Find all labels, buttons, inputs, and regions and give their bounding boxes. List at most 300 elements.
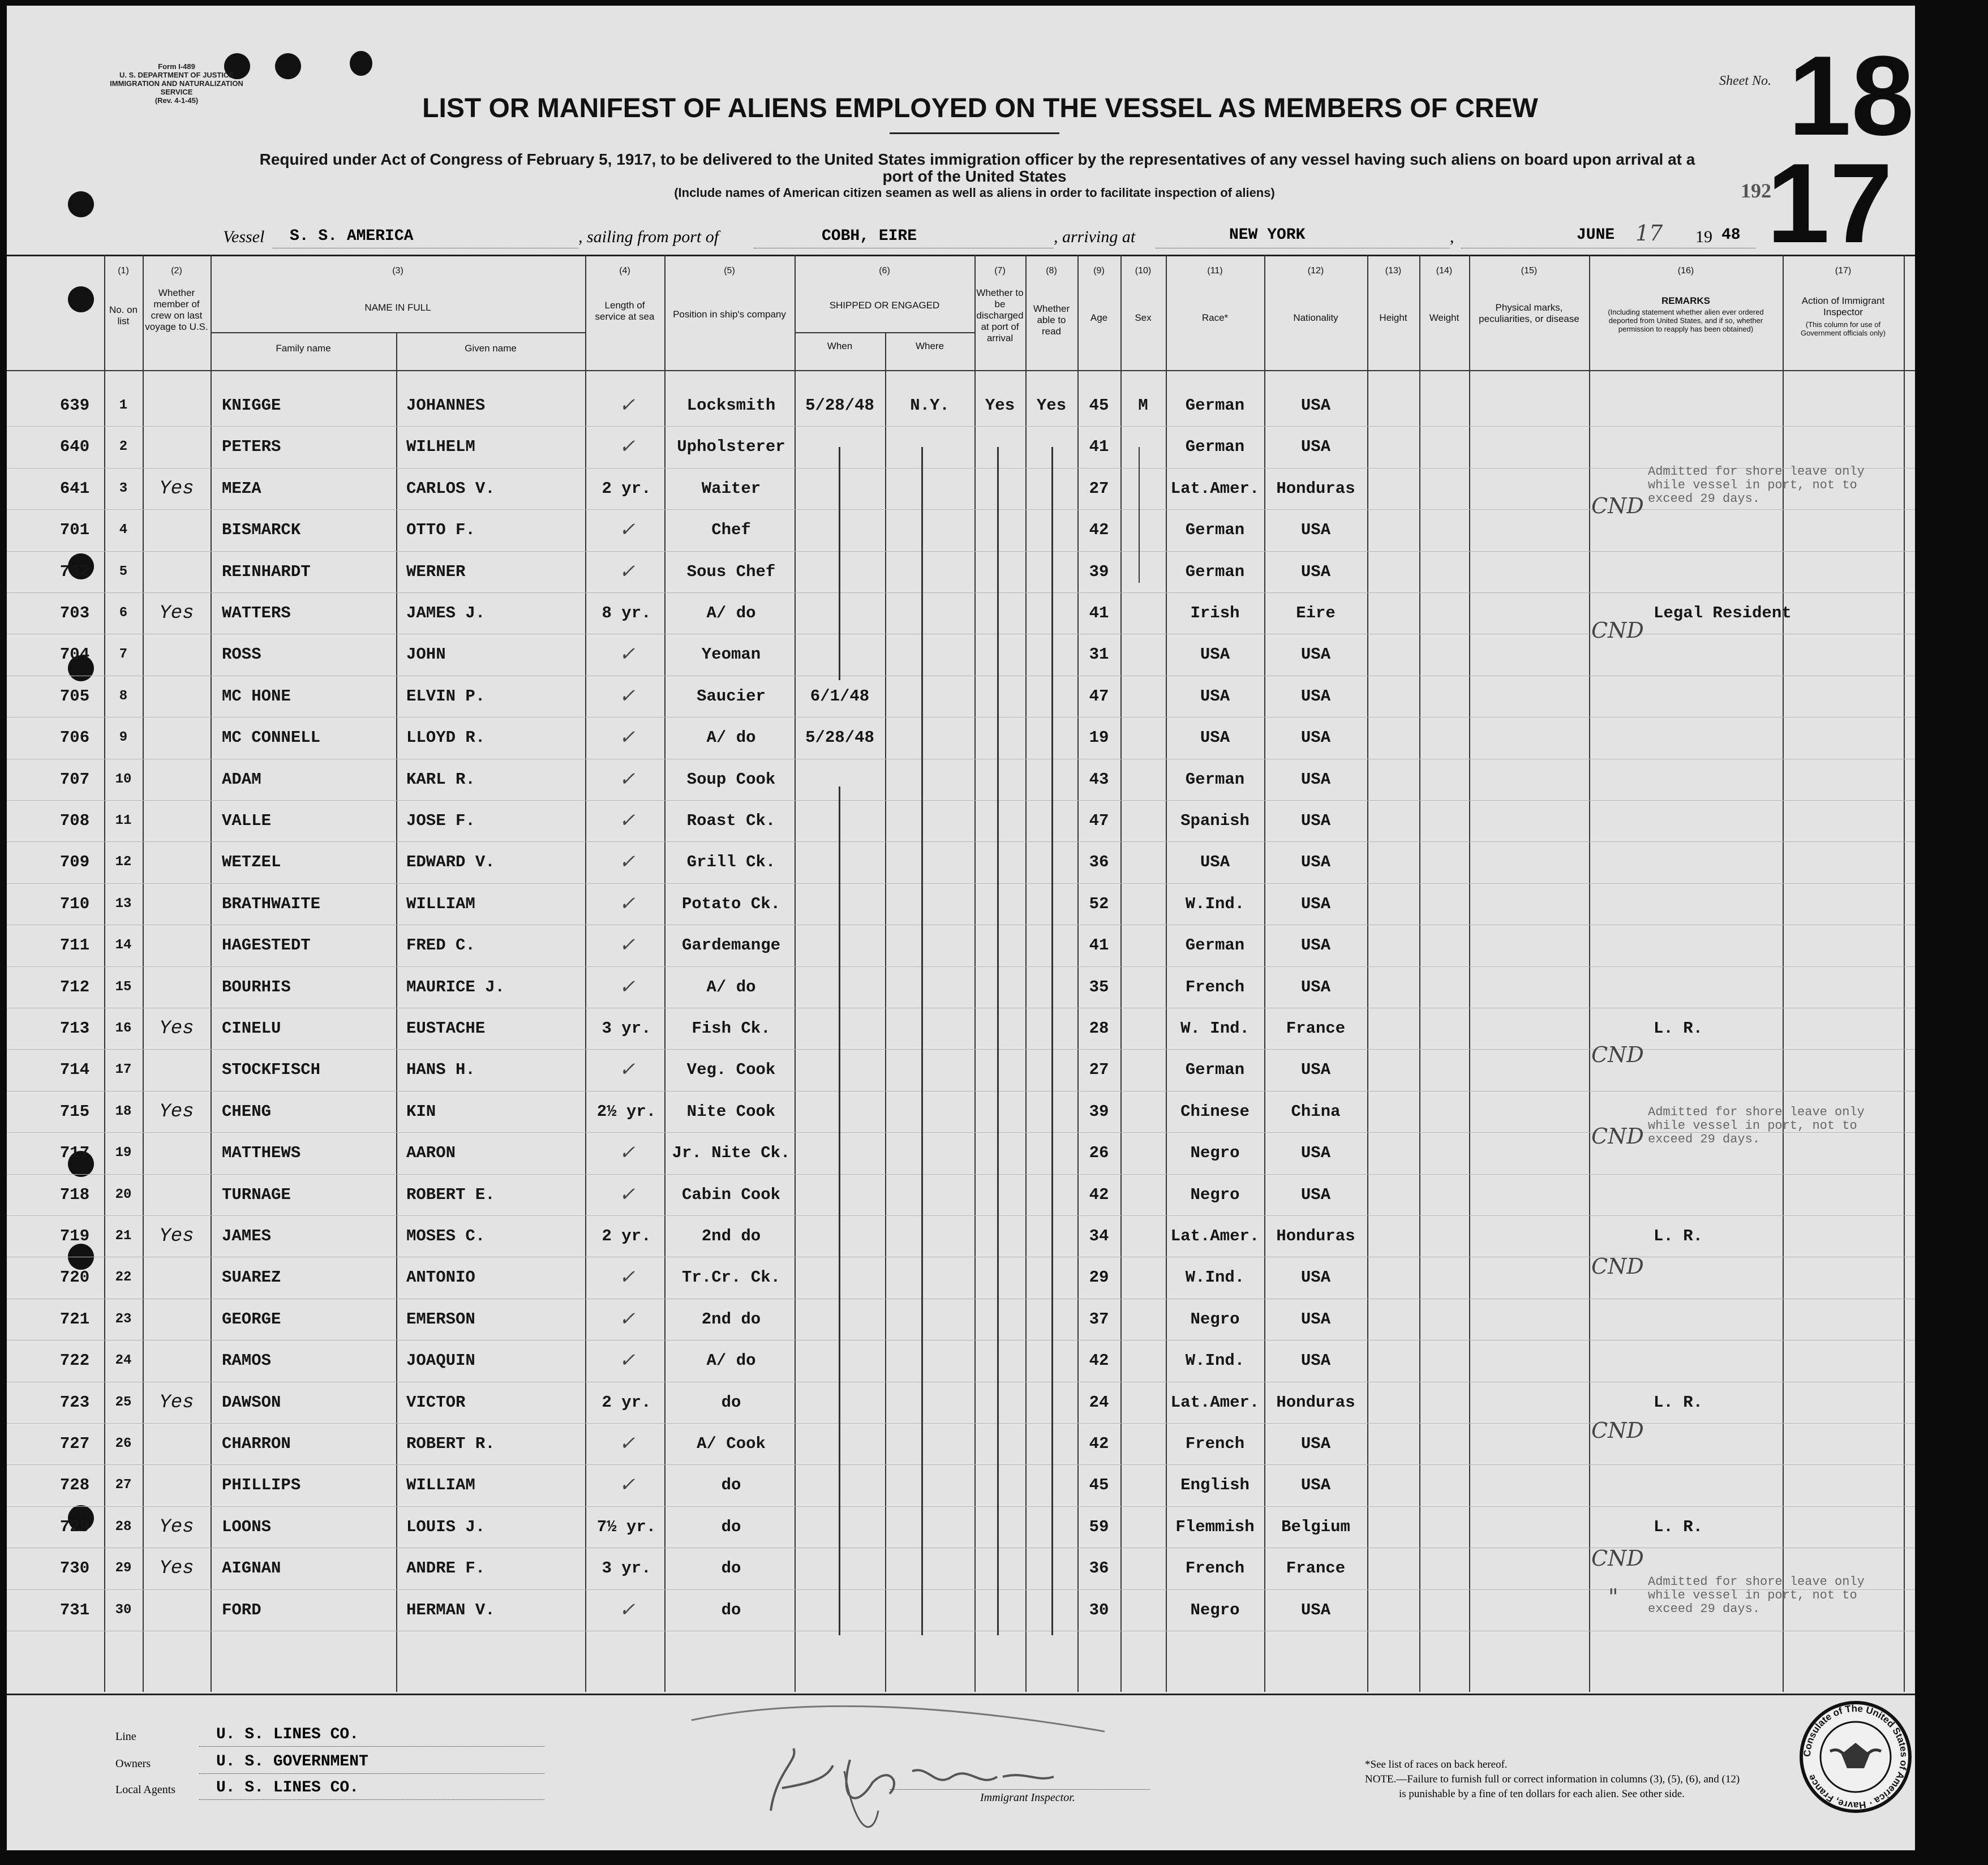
crew-cell-family: TURNAGE (222, 1185, 291, 1204)
crew-cell-no: 4 (119, 522, 128, 538)
manifest-sheet: Form I-489 U. S. DEPARTMENT OF JUSTICE IMMIGRATION AND NATURALIZATION SERVICE (Rev. 4-1-45) Sheet No. 18 17 192 LIST OR MANIFEST OF ALIENS EMPLOYED ON THE VESSEL AS MEMBERS OF CREW Required under Act of Congress of February 5, 1917, to be delivered to the United States immigration officer by the representatives of any vessel having such aliens on board upon arrival at a port of the United States (Include names of American citizen seamen as well as aliens in order to facilitate inspection of aliens) Vessel S. S. AMERICA , sailing from port of COBH, EIRE , arriving at NEW YORK , JUNE 17 19 48 (1) (2) (3) (4) (5) (6) (7) (8) (9) (10) (11) (12) (13) (14) (15) (16) (17) No. on list Whether member of crew on last voyage to U.S. NAME IN FULL Family name Given name Length of service at sea Position in ship's company SHIPPED OR ENGAGED When Where Whether to be discharged at port of arrival Whether able to read Age Sex Race* Nationality Height Weight Physical marks, peculiarities, or disease REMARKS (Including statement whether alien ever ordered deported from United States, and if so, whether permission to reapply has been obtained) Action of Immigrant Inspector (This column for use of Government officials only) 639 1 KNIGGE JOHANNES Locksmith 5/28/48 N.Y. Yes Yes 45 M German USA ✓ 640 2 PETERS WILHELM Upholsterer 41 German USA ✓ 641 3 Yes MEZA CARLOS V. 2 yr. Waiter 27 Lat.Amer. Honduras 701 4 BISMARCK OTTO F. Chef 42 German USA ✓ 702 5 REINHARDT WERNER Sous Chef 39 German USA ✓ 703 6 Yes WATTERS JAMES J. 8 yr. A/ do 41 Irish Eire Legal Resident 704 7 ROSS JOHN Yeoman 31 USA USA ✓ 705 8 MC HONE ELVIN P. Saucier 6/1/48 47 USA USA ✓ 706 9 MC CONNELL LLOYD R. A/ do 5/28/48 19 USA USA ✓ 707 10 ADAM KARL R. Soup Cook 43 German USA ✓ 708 11 VALLE JOSE F. Roast Ck. 47 Spanish USA ✓ 709 12 WETZEL EDWARD V. Grill Ck. 36 USA USA ✓ 710 13 BRATHWAITE WILLIAM Potato Ck. 52 W.Ind. USA ✓ 711 14 HAGESTEDT FRED C. Gardemange 41 German USA ✓ 712 15 BOURHIS MAURICE J. A/ do 35 French USA ✓ 713 16 Yes CINELU EUSTACHE 3 yr. Fish Ck. 28 W. Ind. France L. R. 714 17 STOCKFISCH HANS H. Veg. Cook 27 German USA ✓ 715 18 Yes CHENG KIN 2½ yr. Nite Cook 39 Chinese China 717 19 MATTHEWS AARON Jr. Nite Ck. 26 Negro USA ✓ 718 20 TURNAGE ROBERT E. Cabin Cook 42 Negro USA ✓ 719 21 Yes JAMES MOSES C. 2 yr. 2nd do 34 Lat.Amer. Honduras L. R. 720 22 SUAREZ ANTONIO Tr.Cr. Ck. 29 W.Ind. USA ✓ 721 23 GEORGE EMERSON 2nd do 37 Negro USA ✓ 722 24 RAMOS JOAQUIN A/ do 42 W.Ind. USA ✓ 723 25 Yes DAWSON VICTOR 2 yr. do 24 Lat.Amer. Honduras L. R. 727 26 CHARRON ROBERT R. A/ Cook 42 French USA ✓ 728 27 PHILLIPS WILLIAM do 45 English USA ✓ 729 28 Yes LOONS LOUIS J. 7½ yr. do 59 Flemmish Belgium L. R. 730 29 Yes AIGNAN ANDRE F. 3 yr. do 36 French France 731 30 FORD HERMAN V. do 30 Negro USA ✓ Admitted for shore leave only while vessel in port, not to exceed 29 days. Admitted for shore leave only while vessel in port, not to exceed 29 days. Admitted for shore leave only while vessel in port, not to exceed 29 days. CND CND CND CND CND CND CND " Line U. S. LINES CO. Owners U. S. GOVERNMENT Local Agents U. S. LINES CO. Immigrant Inspector. *See list of races on back hereof. NOTE.—Failure to furnish full or correct information in columns (3), (5), (6), and (12) is punishable by a fine of ten dollars for each alien. See other side. Consulate of The United States of America · Havre, France (7, 6, 1915, 1850)
crew-cell-race: W.Ind. (1185, 1351, 1245, 1370)
crew-cell-margin: 640 (59, 437, 90, 457)
crew-cell-position: Cabin Cook (681, 1185, 781, 1204)
crew-cell-nationality: USA (1300, 894, 1331, 913)
crew-cell-race: Lat.Amer. (1170, 1393, 1260, 1412)
crew-cell-position: do (721, 1476, 741, 1495)
row-rule (7, 1091, 1915, 1092)
crew-cell-where: N.Y. (910, 396, 950, 415)
crew-cell-family: VALLE (222, 811, 272, 830)
crew-cell-no: 7 (119, 647, 128, 663)
header-height: Height (1379, 312, 1407, 323)
check-mark-icon: ✓ (619, 1183, 636, 1206)
crew-cell-age: 27 (1089, 479, 1109, 498)
check-mark-icon: ✓ (619, 809, 636, 832)
crew-cell-margin: 641 (59, 479, 90, 498)
crew-cell-service: 2 yr. (602, 1227, 651, 1245)
form-number-block (103, 62, 250, 105)
crew-cell-given: HANS H. (406, 1060, 475, 1080)
crew-cell-nationality: USA (1300, 1309, 1331, 1329)
crew-cell-position: A/ do (706, 728, 756, 747)
crew-cell-family: HAGESTEDT (222, 936, 311, 955)
crew-cell-service: 2 yr. (602, 1393, 651, 1412)
row-rule (7, 1506, 1915, 1507)
crew-cell-race: French (1185, 977, 1245, 996)
check-mark-icon: ✓ (619, 1473, 636, 1497)
crew-cell-nationality: Belgium (1281, 1517, 1350, 1536)
header-service: Length of service at sea (595, 300, 655, 322)
crew-cell-race: Spanish (1180, 811, 1250, 830)
shore-leave-stamp: Admitted for shore leave only while vessel in port, not to exceed 29 days. (1648, 1105, 1865, 1146)
crew-cell-given: JAMES J. (406, 604, 486, 622)
crew-cell-race: Chinese (1180, 1102, 1250, 1121)
crew-cell-no: 29 (115, 1561, 132, 1576)
col-num: (1) (118, 266, 129, 276)
crew-cell-when: 6/1/48 (810, 686, 870, 706)
cnd-annotation: CND (1591, 1418, 1644, 1443)
crew-cell-family: RAMOS (222, 1351, 272, 1370)
crew-cell-given: AARON (406, 1144, 456, 1163)
crew-cell-race: German (1185, 936, 1245, 955)
date-day: 17 (1635, 221, 1663, 246)
crew-cell-race: German (1185, 437, 1245, 457)
row-rule (7, 426, 1915, 427)
crew-cell-nationality: France (1286, 1019, 1346, 1038)
crew-cell-margin: 720 (59, 1268, 90, 1287)
crew-cell-given: JOSE F. (406, 811, 475, 830)
crew-cell-race: German (1185, 396, 1245, 415)
crew-cell-prev: Yes (159, 1558, 194, 1580)
crew-cell-no: 10 (115, 771, 132, 787)
crew-cell-family: FORD (222, 1600, 261, 1619)
department: U. S. DEPARTMENT OF JUSTICE (119, 71, 234, 79)
crew-cell-remarks: L. R. (1654, 1019, 1703, 1038)
crew-cell-nationality: USA (1300, 1185, 1331, 1204)
crew-cell-family: CHENG (222, 1102, 272, 1121)
crew-cell-family: ROSS (222, 645, 261, 664)
crew-cell-nationality: USA (1300, 728, 1331, 747)
crew-cell-service: 3 yr. (602, 1019, 651, 1038)
crew-cell-given: ANTONIO (406, 1268, 475, 1287)
cnd-annotation: CND (1591, 618, 1644, 643)
crew-cell-given: LLOYD R. (406, 728, 486, 747)
crew-cell-given: JOAQUIN (406, 1351, 475, 1370)
crew-cell-nationality: USA (1300, 770, 1331, 789)
crew-cell-family: GEORGE (222, 1309, 281, 1329)
crew-cell-race: Negro (1190, 1144, 1240, 1163)
inspector-signature (686, 1698, 1116, 1845)
crew-cell-discharged: Yes (985, 396, 1015, 415)
crew-cell-given: OTTO F. (406, 521, 475, 540)
check-mark-icon: ✓ (619, 1266, 636, 1289)
crew-cell-age: 28 (1089, 1019, 1109, 1038)
crew-cell-margin: 712 (59, 977, 90, 996)
crew-cell-given: JOHANNES (406, 396, 486, 415)
crew-cell-age: 41 (1089, 936, 1109, 955)
crew-cell-race: German (1185, 1060, 1245, 1080)
crew-cell-prev: Yes (159, 603, 194, 624)
col-num: (17) (1835, 266, 1852, 276)
form-subtitle: Required under Act of Congress of February 5, 1917, to be delivered to the United States immigration officer by the representatives of any vessel having such aliens on board upon arrival at a (259, 151, 1695, 168)
crew-cell-age: 35 (1089, 977, 1109, 996)
crew-cell-no: 14 (115, 938, 132, 953)
crew-cell-given: HERMAN V. (406, 1600, 495, 1619)
footer-note: is punishable by a fine of ten dollars for each alien. See other side. (1399, 1788, 1685, 1800)
crew-cell-nationality: China (1291, 1102, 1341, 1121)
header-remarks-note: (Including statement whether alien ever ordered deported from United States, and if so, whether permission to reapply has been obtained) (1608, 308, 1764, 333)
header-remarks: REMARKS (1661, 295, 1710, 306)
crew-cell-family: MC HONE (222, 686, 291, 706)
sheet-label: Sheet No. (1719, 74, 1771, 88)
footer-line-label: Line (115, 1730, 136, 1743)
crew-cell-position: Roast Ck. (686, 811, 776, 830)
check-mark-icon: ✓ (619, 726, 636, 749)
header-no-on-list: No. on list (109, 304, 138, 326)
crew-cell-race: Lat.Amer. (1170, 479, 1260, 498)
crew-cell-family: MATTHEWS (222, 1144, 301, 1163)
crew-cell-age: 19 (1089, 728, 1109, 747)
crew-cell-given: ANDRE F. (406, 1559, 486, 1578)
crew-cell-race: Irish (1190, 604, 1240, 622)
inspector-caption: Immigrant Inspector. (980, 1791, 1075, 1804)
crew-cell-position: A/ do (706, 977, 756, 996)
crew-cell-nationality: USA (1300, 1268, 1331, 1287)
crew-cell-age: 27 (1089, 1060, 1109, 1080)
crew-cell-no: 20 (115, 1187, 132, 1202)
crew-cell-family: BISMARCK (222, 521, 301, 540)
crew-cell-margin: 714 (59, 1060, 90, 1080)
row-rule (7, 1215, 1915, 1216)
header-where: Where (915, 341, 944, 351)
crew-cell-prev: Yes (159, 478, 194, 500)
crew-cell-margin: 639 (59, 396, 90, 415)
row-rule (7, 468, 1915, 469)
crew-cell-no: 16 (115, 1021, 132, 1036)
col-num: (5) (724, 266, 735, 276)
sailing-label: , sailing from port of (578, 227, 719, 246)
vessel-name: S. S. AMERICA (290, 227, 414, 245)
crew-cell-age: 52 (1089, 894, 1109, 913)
crew-cell-margin: 730 (59, 1559, 90, 1578)
crew-cell-nationality: USA (1300, 396, 1331, 415)
check-mark-icon: ✓ (619, 1141, 636, 1164)
col-num: (4) (619, 266, 630, 276)
crew-cell-margin: 717 (59, 1144, 90, 1163)
crew-cell-family: MEZA (222, 479, 261, 498)
crew-cell-given: WILHELM (406, 437, 475, 457)
crew-cell-no: 17 (115, 1062, 132, 1078)
crew-cell-nationality: USA (1300, 645, 1331, 664)
crew-cell-given: LOUIS J. (406, 1517, 486, 1536)
crew-cell-family: JAMES (222, 1227, 272, 1245)
crew-cell-remarks: L. R. (1654, 1517, 1703, 1536)
crew-cell-no: 22 (115, 1270, 132, 1286)
crew-cell-no: 27 (115, 1477, 132, 1493)
crew-cell-no: 5 (119, 564, 128, 579)
crew-cell-remarks: Legal Resident (1654, 604, 1792, 622)
crew-cell-family: REINHARDT (222, 562, 311, 581)
crew-cell-position: do (721, 1600, 741, 1619)
footer-agents-value: U. S. LINES CO. (216, 1779, 359, 1797)
crew-cell-nationality: USA (1300, 521, 1331, 540)
crew-cell-race: Negro (1190, 1185, 1240, 1204)
crew-cell-nationality: Honduras (1276, 1393, 1355, 1412)
header-able-to-read: Whether able to read (1033, 303, 1070, 337)
crew-cell-age: 39 (1089, 562, 1109, 581)
crew-cell-position: Upholsterer (677, 437, 785, 457)
crew-cell-margin: 719 (59, 1227, 90, 1245)
crew-cell-nationality: USA (1300, 1434, 1331, 1453)
check-mark-icon: ✓ (619, 435, 636, 458)
crew-cell-given: WERNER (406, 562, 466, 581)
crew-cell-no: 30 (115, 1602, 132, 1618)
row-rule (7, 800, 1915, 801)
crew-cell-position: 2nd do (701, 1227, 761, 1245)
crew-cell-family: SUAREZ (222, 1268, 281, 1287)
check-mark-icon: ✓ (619, 394, 636, 416)
crew-cell-nationality: France (1286, 1559, 1346, 1578)
sheet-number-typed: 18 (1788, 33, 1914, 159)
crew-cell-position: Jr. Nite Ck. (672, 1144, 791, 1163)
crew-cell-no: 1 (119, 398, 128, 413)
arriving-label: , arriving at (1054, 227, 1136, 246)
col-num: (10) (1135, 266, 1152, 276)
crew-cell-age: 42 (1089, 1434, 1109, 1453)
crew-cell-position: Soup Cook (686, 770, 776, 789)
crew-cell-family: CINELU (222, 1019, 281, 1038)
crew-cell-position: A/ Cook (697, 1434, 766, 1453)
col-num: (13) (1385, 266, 1402, 276)
crew-cell-margin: 718 (59, 1185, 90, 1204)
crew-cell-family: PHILLIPS (222, 1476, 301, 1495)
row-rule (7, 1464, 1915, 1465)
header-weight: Weight (1429, 312, 1459, 323)
crew-cell-no: 15 (115, 979, 132, 995)
crew-cell-nationality: USA (1300, 1144, 1331, 1163)
row-rule (7, 1174, 1915, 1175)
date-year: 48 (1721, 226, 1741, 244)
crew-cell-age: 29 (1089, 1268, 1109, 1287)
cnd-annotation: CND (1591, 1546, 1644, 1571)
footer-note: NOTE.—Failure to furnish full or correct information in columns (3), (5), (6), and (12) (1365, 1773, 1740, 1785)
crew-cell-age: 30 (1089, 1600, 1109, 1619)
service: IMMIGRATION AND NATURALIZATION SERVICE (110, 79, 243, 96)
check-mark-icon: ✓ (619, 1058, 636, 1081)
crew-cell-margin: 722 (59, 1351, 90, 1370)
header-physical-marks: Physical marks, peculiarities, or disease (1479, 302, 1579, 324)
departure-port: COBH, EIRE (822, 227, 917, 245)
crew-cell-family: WETZEL (222, 853, 281, 872)
crew-cell-prev: Yes (159, 1226, 194, 1247)
crew-cell-age: 37 (1089, 1309, 1109, 1329)
shore-leave-stamp: Admitted for shore leave only while vessel in port, not to exceed 29 days. (1648, 1575, 1865, 1616)
crew-cell-position: Fish Ck. (692, 1019, 771, 1038)
crew-cell-race: W.Ind. (1185, 894, 1245, 913)
crew-cell-margin: 708 (59, 811, 90, 830)
crew-cell-prev: Yes (159, 1516, 194, 1538)
crew-cell-position: Grill Ck. (686, 853, 776, 872)
crew-cell-when: 5/28/48 (805, 728, 874, 747)
check-mark-icon: ✓ (619, 643, 636, 666)
crew-cell-no: 11 (115, 813, 132, 828)
sheet-number-stamped: 17 (1767, 140, 1893, 267)
crew-cell-service: 7½ yr. (596, 1517, 656, 1536)
crew-cell-margin: 701 (59, 521, 90, 540)
crew-cell-age: 39 (1089, 1102, 1109, 1121)
crew-cell-race: French (1185, 1559, 1245, 1578)
cnd-annotation: CND (1591, 1124, 1644, 1149)
row-rule (7, 1589, 1915, 1590)
crew-cell-service: 8 yr. (602, 604, 651, 622)
crew-cell-given: ROBERT R. (406, 1434, 495, 1453)
shore-leave-stamp: Admitted for shore leave only while vessel in port, not to exceed 29 days. (1648, 465, 1865, 506)
crew-cell-prev: Yes (159, 1018, 194, 1039)
crew-cell-sex: M (1138, 396, 1148, 415)
crew-cell-position: do (721, 1517, 741, 1536)
crew-cell-age: 41 (1089, 604, 1109, 622)
crew-cell-age: 24 (1089, 1393, 1109, 1412)
check-mark-icon: ✓ (619, 1307, 636, 1330)
crew-cell-given: ROBERT E. (406, 1185, 495, 1204)
crew-cell-margin: 731 (59, 1600, 90, 1619)
crew-cell-position: A/ do (706, 1351, 756, 1370)
crew-cell-race: W.Ind. (1185, 1268, 1245, 1287)
crew-cell-prev: Yes (159, 1101, 194, 1123)
crew-cell-family: WATTERS (222, 604, 291, 622)
row-rule (7, 841, 1915, 842)
crew-cell-margin: 715 (59, 1102, 90, 1121)
crew-cell-position: Locksmith (686, 396, 776, 415)
year-prefix: 192 (1741, 179, 1771, 202)
header-family-name: Family name (276, 343, 331, 354)
crew-cell-race: Flemmish (1175, 1517, 1255, 1536)
crew-cell-given: MAURICE J. (406, 977, 505, 996)
crew-cell-position: do (721, 1559, 741, 1578)
crew-cell-position: A/ do (706, 604, 756, 622)
crew-cell-race: USA (1200, 728, 1230, 747)
crew-cell-nationality: USA (1300, 936, 1331, 955)
col-num: (9) (1093, 266, 1105, 276)
crew-cell-family: DAWSON (222, 1393, 281, 1412)
crew-cell-remarks: L. R. (1654, 1393, 1703, 1412)
crew-cell-age: 31 (1089, 645, 1109, 664)
footer-owners-value: U. S. GOVERNMENT (216, 1753, 368, 1771)
crew-cell-nationality: USA (1300, 853, 1331, 872)
header-sex: Sex (1135, 312, 1152, 323)
crew-cell-no: 8 (119, 688, 128, 704)
crew-cell-age: 41 (1089, 437, 1109, 457)
punch-hole (350, 51, 372, 76)
row-rule (7, 966, 1915, 967)
footer-line-value: U. S. LINES CO. (216, 1726, 359, 1743)
crew-cell-age: 43 (1089, 770, 1109, 789)
punch-hole (275, 53, 301, 79)
check-mark-icon: ✓ (619, 560, 636, 583)
crew-cell-position: Gardemange (681, 936, 781, 955)
crew-cell-nationality: USA (1300, 1060, 1331, 1080)
crew-cell-given: KIN (406, 1102, 436, 1121)
crew-cell-no: 23 (115, 1311, 132, 1327)
crew-cell-given: WILLIAM (406, 894, 475, 913)
header-shipped: SHIPPED OR ENGAGED (829, 300, 940, 311)
crew-cell-read: Yes (1036, 396, 1067, 415)
col-num: (15) (1521, 266, 1538, 276)
crew-cell-margin: 721 (59, 1309, 90, 1329)
crew-cell-no: 13 (115, 896, 132, 912)
crew-cell-race: W. Ind. (1180, 1019, 1250, 1038)
crew-cell-age: 36 (1089, 1559, 1109, 1578)
crew-cell-service: 2 yr. (602, 479, 651, 498)
header-nationality: Nationality (1293, 312, 1338, 323)
crew-cell-age: 34 (1089, 1227, 1109, 1245)
cnd-annotation: CND (1591, 493, 1644, 518)
crew-cell-margin: 709 (59, 853, 90, 872)
form-number: Form I-489 (158, 62, 195, 71)
crew-cell-race: Lat.Amer. (1170, 1227, 1260, 1245)
crew-cell-given: FRED C. (406, 936, 475, 955)
check-mark-icon: ✓ (619, 767, 636, 790)
header-inspector-action: Action of Immigrant Inspector (1801, 295, 1885, 317)
crew-cell-service: 2½ yr. (596, 1102, 656, 1121)
date-century: 19 (1695, 227, 1712, 246)
crew-cell-no: 21 (115, 1228, 132, 1244)
crew-cell-age: 42 (1089, 521, 1109, 540)
crew-cell-family: BRATHWAITE (222, 894, 321, 913)
check-mark-icon: ✓ (619, 1598, 636, 1621)
crew-cell-given: KARL R. (406, 770, 475, 789)
crew-cell-no: 2 (119, 439, 128, 455)
crew-cell-position: Saucier (697, 686, 766, 706)
crew-cell-nationality: USA (1300, 811, 1331, 830)
crew-cell-position: Veg. Cook (686, 1060, 776, 1080)
crew-cell-margin: 702 (59, 562, 90, 581)
crew-cell-position: Potato Ck. (681, 894, 781, 913)
crew-cell-race: USA (1200, 645, 1230, 664)
check-mark-icon: ✓ (619, 684, 636, 707)
crew-cell-race: German (1185, 770, 1245, 789)
col-num: (7) (994, 266, 1006, 276)
crew-cell-nationality: USA (1300, 1600, 1331, 1619)
crew-cell-margin: 723 (59, 1393, 90, 1412)
col-num: (12) (1307, 266, 1324, 276)
crew-cell-race: German (1185, 562, 1245, 581)
ditto-mark: " (1608, 1584, 1618, 1609)
seal-text: Consulate of The United States of America · Havre, France (1801, 1703, 1910, 1811)
form-subtitle-2: port of the United States (882, 167, 1067, 185)
crew-cell-nationality: USA (1300, 1476, 1331, 1495)
col-num: (6) (879, 266, 890, 276)
header-name-in-full: NAME IN FULL (364, 302, 431, 313)
crew-cell-family: KNIGGE (222, 396, 281, 415)
crew-cell-margin: 713 (59, 1019, 90, 1038)
crew-cell-nationality: Honduras (1276, 479, 1355, 498)
crew-cell-margin: 705 (59, 686, 90, 706)
crew-cell-race: USA (1200, 853, 1230, 872)
crew-cell-position: Waiter (701, 479, 761, 498)
crew-cell-service: 3 yr. (602, 1559, 651, 1578)
check-mark-icon: ✓ (619, 518, 636, 542)
crew-cell-no: 19 (115, 1145, 132, 1161)
crew-cell-age: 42 (1089, 1185, 1109, 1204)
col-num: (2) (171, 266, 182, 276)
check-mark-icon: ✓ (619, 934, 636, 957)
crew-cell-margin: 729 (59, 1517, 90, 1536)
header-age: Age (1090, 312, 1108, 323)
crew-cell-position: Tr.Cr. Ck. (681, 1268, 781, 1287)
crew-cell-age: 26 (1089, 1144, 1109, 1163)
col-num: (8) (1046, 266, 1057, 276)
